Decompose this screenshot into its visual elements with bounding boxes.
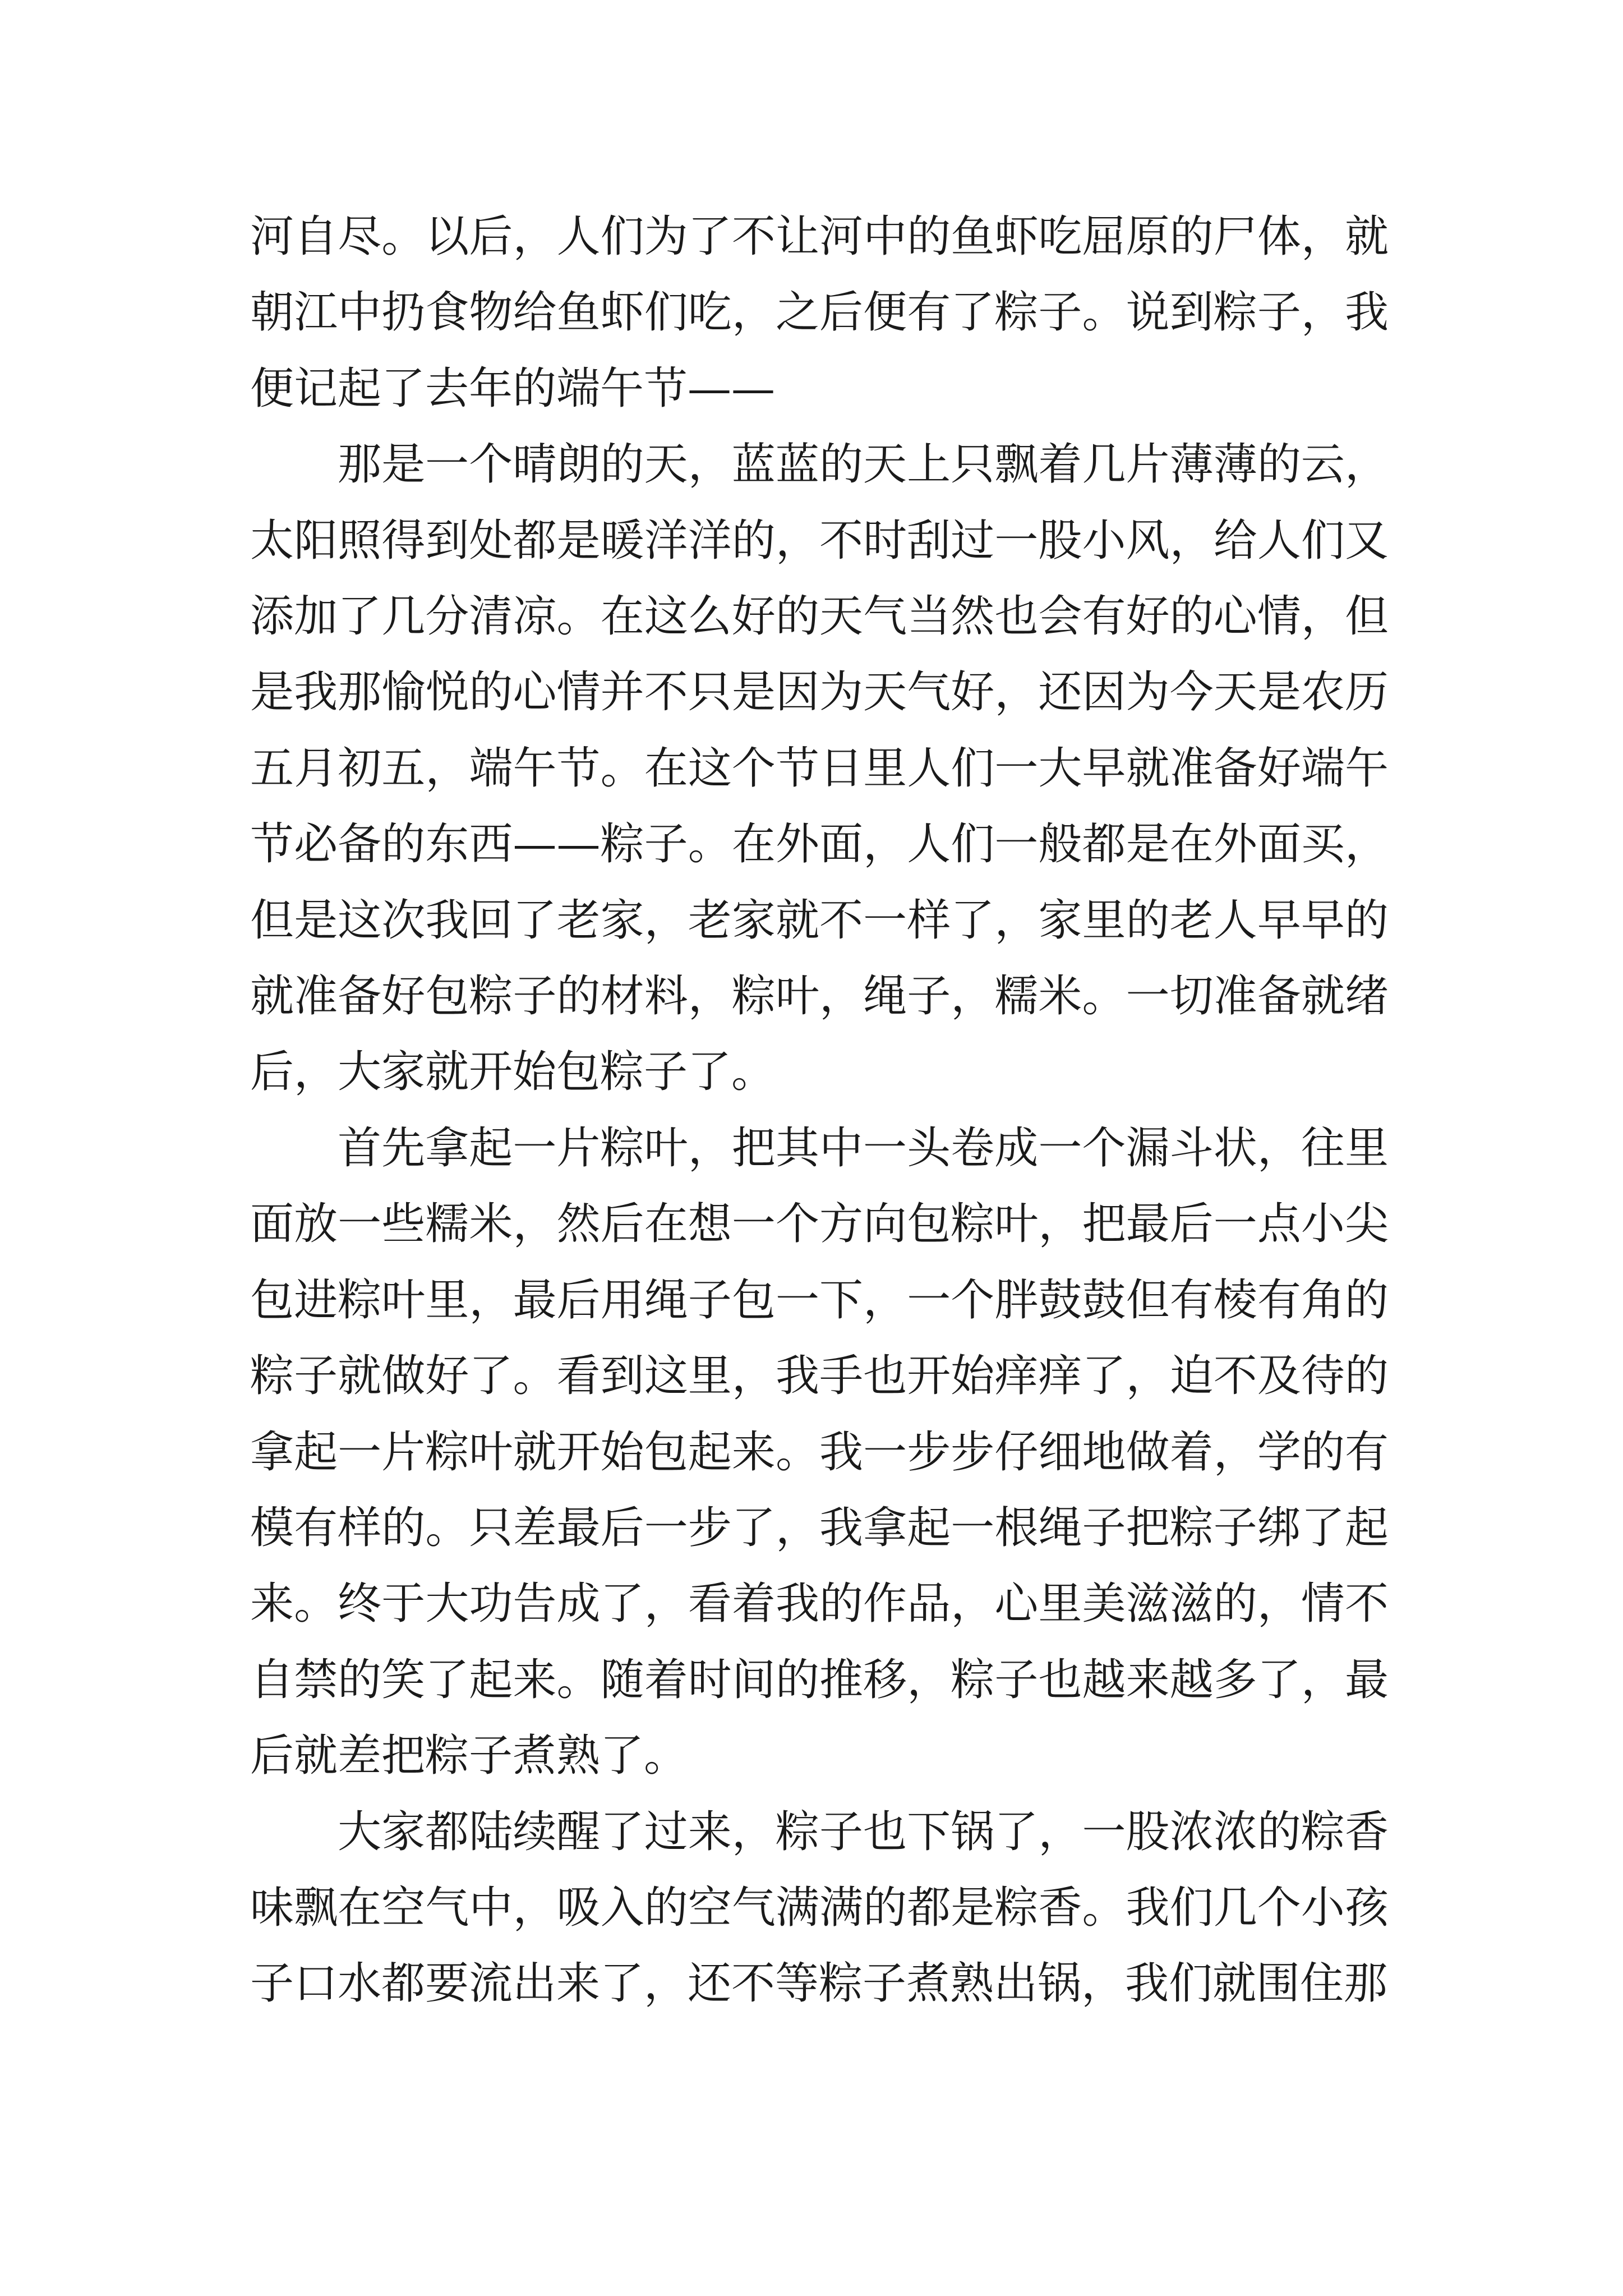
- paragraph-1: 河自尽。以后，人们为了不让河中的鱼虾吃屈原的尸体，就朝江中扔食物给鱼虾们吃，之后便有了粽子。说到粽子，我便记起了去年的端午节——: [250, 211, 1389, 414]
- paragraph-2: 那是一个晴朗的天，蓝蓝的天上只飘着几片薄薄的云，太阳照得到处都是暖洋洋的，不时刮过一股小风，给人们又添加了几分清凉。在这么好的天气当然也会有好的心情，但是我那愉悦的心情并不只是因为天气好，还因为今天是农历五月初五，端午节。在这个节日里人们一大早就准备好端午节必备的东西——粽子。在外面，人们一般都是在外面买，但是这次我回了老家，老家就不一样了，家里的老人早早的就准备好包粽子的材料，粽叶，绳子，糯米。一切准备就绪后，大家就开始包粽子了。: [250, 439, 1389, 1098]
- paragraph-3: 首先拿起一片粽叶，把其中一头卷成一个漏斗状，往里面放一些糯米，然后在想一个方向包粽叶，把最后一点小尖包进粽叶里，最后用绳子包一下，一个胖鼓鼓但有棱有角的粽子就做好了。看到这里，我手也开始痒痒了，迫不及待的拿起一片粽叶就开始包起来。我一步步仔细地做着，学的有模有样的。只差最后一步了，我拿起一根绳子把粽子绑了起来。终于大功告成了，看着我的作品，心里美滋滋的，情不自禁的笑了起来。随着时间的推移，粽子也越来越多了，最后就差把粽子煮熟了。: [250, 1122, 1389, 1782]
- paragraph-4: 大家都陆续醒了过来，粽子也下锅了，一股浓浓的粽香味飘在空气中，吸入的空气满满的都是粽香。我们几个小孩子口水都要流出来了，还不等粽子煮熟出锅，我们就围住那: [250, 1806, 1389, 2009]
- essay-body: [250, 199, 1389, 2022]
